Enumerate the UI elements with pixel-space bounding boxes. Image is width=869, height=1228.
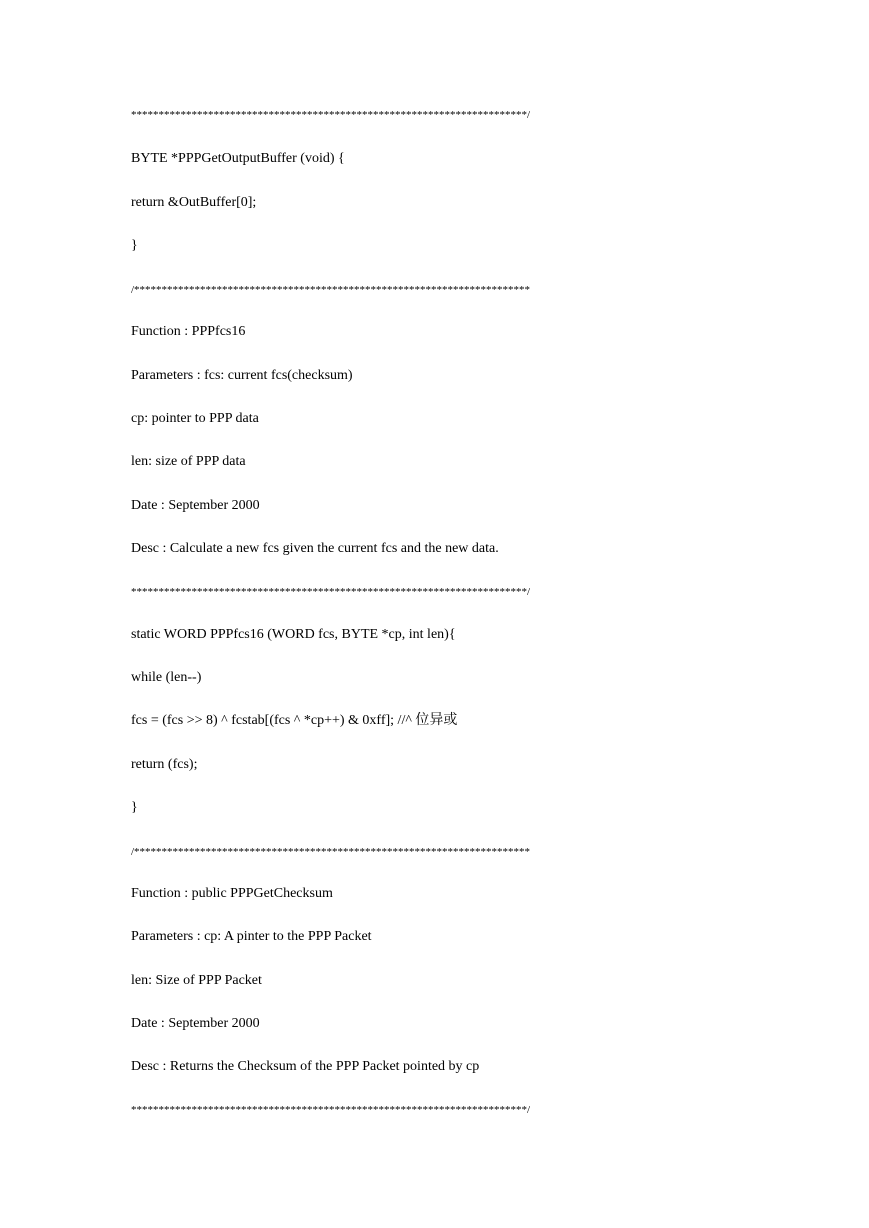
- comment-description: Desc : Calculate a new fcs given the current fcs and the new data.: [131, 541, 499, 556]
- comment-start-rule: /************************************************************************: [131, 846, 531, 858]
- code-line: while (len--): [131, 670, 202, 685]
- function-signature: BYTE *PPPGetOutputBuffer (void) {: [131, 151, 345, 166]
- code-line: }: [131, 800, 138, 815]
- comment-end-rule: ************************************************************************/: [131, 586, 531, 598]
- comment-end-rule: ************************************************************************/: [131, 1104, 531, 1116]
- comment-function-name: Function : public PPPGetChecksum: [131, 886, 333, 901]
- comment-date: Date : September 2000: [131, 498, 260, 513]
- code-line: return (fcs);: [131, 757, 198, 772]
- function-signature: static WORD PPPfcs16 (WORD fcs, BYTE *cp, int len){: [131, 627, 456, 642]
- comment-end-rule: ************************************************************************/: [131, 109, 531, 121]
- comment-parameters: Parameters : cp: A pinter to the PPP Packet: [131, 929, 372, 944]
- comment-date: Date : September 2000: [131, 1016, 260, 1031]
- comment-description: Desc : Returns the Checksum of the PPP Packet pointed by cp: [131, 1059, 480, 1074]
- comment-start-rule: /************************************************************************: [131, 284, 531, 296]
- code-line: return &OutBuffer[0];: [131, 195, 257, 210]
- comment-parameter: len: Size of PPP Packet: [131, 973, 262, 988]
- comment-parameter: cp: pointer to PPP data: [131, 411, 259, 426]
- comment-parameters: Parameters : fcs: current fcs(checksum): [131, 368, 353, 383]
- comment-function-name: Function : PPPfcs16: [131, 324, 246, 339]
- comment-parameter: len: size of PPP data: [131, 454, 246, 469]
- code-line: fcs = (fcs >> 8) ^ fcstab[(fcs ^ *cp++) & 0xff]; //^ 位异或: [131, 713, 458, 728]
- code-line: }: [131, 238, 138, 253]
